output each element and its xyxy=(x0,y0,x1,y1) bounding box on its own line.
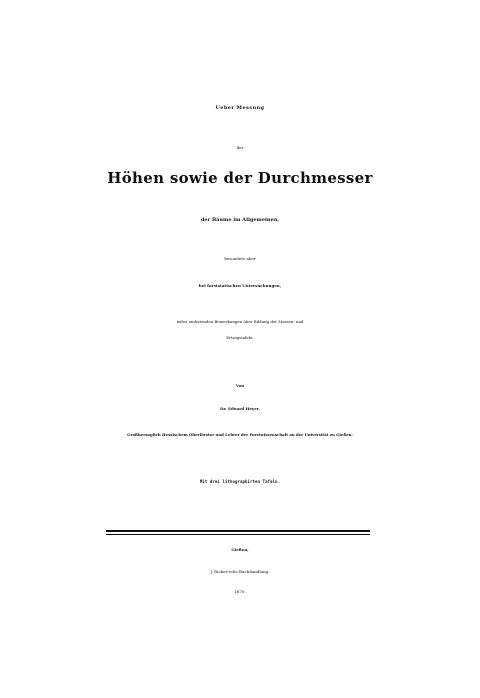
author-name: Dr. Eduard Heyer, xyxy=(219,406,261,411)
title-line-1: Ueber Messung xyxy=(215,105,265,111)
rule-thin-line xyxy=(106,534,370,535)
subtitle-line-1: nebst einleitenden Bemerkungen über Bildung der Massen- und xyxy=(176,319,304,324)
subtitle-line-2: Ertragstafeln. xyxy=(226,335,254,340)
publisher-city: Gießen, xyxy=(231,547,249,552)
title-line-3: der Bäume im Allgemeinen, xyxy=(200,217,280,223)
rule-thick-line xyxy=(106,530,370,532)
title-line-2: Höhen sowie der Durchmesser xyxy=(107,169,373,187)
title-line-4: bei forststatischen Untersuchungen, xyxy=(198,283,282,288)
author-affiliation: Großherzoglich Hessischem Oberförster und Lehrer der Forstwissenschaft an der Universität zu Gießen. xyxy=(127,432,353,437)
publisher-name: J. Ricker'sche Buchhandlung. xyxy=(210,569,270,574)
connector-der: der xyxy=(236,145,244,150)
von-label: Von xyxy=(235,383,245,388)
plates-note: Mit drei lithographirten Tafeln. xyxy=(199,479,281,484)
publication-year: 1870. xyxy=(234,589,246,594)
connector-besonders: besonders aber xyxy=(224,256,256,261)
double-rule-divider xyxy=(106,530,370,535)
